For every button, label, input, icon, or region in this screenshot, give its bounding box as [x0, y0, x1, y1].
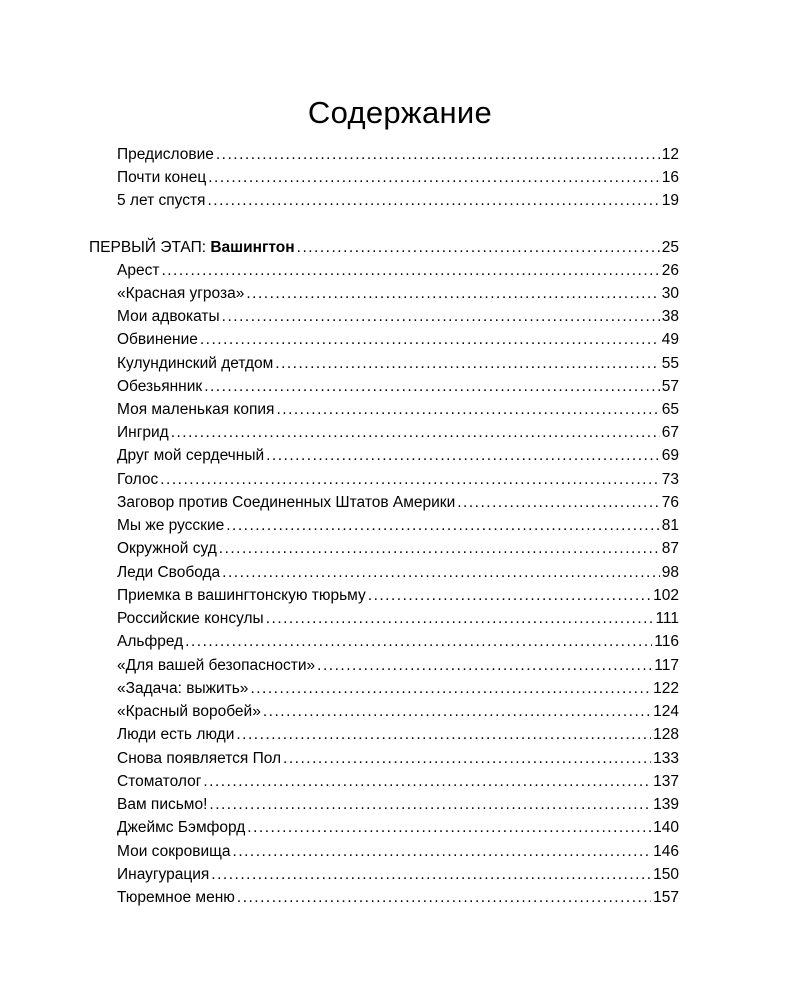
dot-leader — [283, 749, 651, 769]
toc-entry — [117, 702, 679, 722]
toc-page-number: 146 — [653, 843, 679, 860]
toc-page-number: 124 — [653, 703, 679, 720]
toc-entry-title: Голос — [117, 471, 159, 488]
dot-leader — [317, 656, 652, 676]
dot-leader — [236, 725, 651, 745]
dot-leader — [233, 842, 652, 862]
toc-entry-title: Обезьянник — [117, 378, 203, 395]
dot-leader — [204, 377, 660, 397]
toc-entry — [117, 795, 679, 815]
toc-entry-title: Люди есть люди — [117, 726, 235, 743]
toc-page-number: 139 — [653, 796, 679, 813]
toc-entry-title: Моя маленькая копия — [117, 401, 275, 418]
toc-entry — [117, 446, 679, 466]
toc-part-title — [89, 238, 295, 258]
dot-leader — [222, 563, 660, 583]
toc-entry-title: Друг мой сердечный — [117, 447, 265, 464]
toc-entry-title: Российские консулы — [117, 610, 264, 627]
toc-entry-title: Заговор против Соединенных Штатов Америки — [117, 494, 456, 511]
toc-entry-title: Стоматолог — [117, 773, 202, 790]
dot-leader — [222, 307, 660, 327]
toc-page-number: 76 — [661, 494, 679, 511]
toc-entry-title: «Для вашей безопасности» — [117, 657, 316, 674]
toc-page-number: 98 — [661, 564, 679, 581]
dot-leader — [160, 470, 660, 490]
toc-entry — [117, 168, 679, 188]
toc-page-number: 116 — [654, 633, 679, 650]
toc-entry — [117, 354, 679, 374]
toc-page-number: 26 — [661, 262, 679, 279]
dot-leader — [216, 145, 660, 165]
toc-page-number: 57 — [661, 378, 679, 395]
dot-leader — [250, 679, 651, 699]
toc-entry-title: Леди Свобода — [117, 564, 221, 581]
toc-page-number: 65 — [661, 401, 679, 418]
toc-page-number: 137 — [653, 773, 679, 790]
toc-entry — [117, 586, 679, 606]
toc-page-number: 19 — [661, 192, 679, 209]
dot-leader — [161, 261, 659, 281]
toc-page-number: 25 — [661, 239, 679, 256]
dot-leader — [247, 818, 651, 838]
toc-page-number: 69 — [661, 447, 679, 464]
part-label: ПЕРВЫЙ ЭТАП: — [89, 239, 207, 256]
toc-entry — [117, 400, 679, 420]
toc-page-number: 55 — [661, 355, 679, 372]
toc-entry — [117, 284, 679, 304]
toc-entry-title: Приемка в вашингтонскую тюрьму — [117, 587, 366, 604]
dot-leader — [209, 795, 651, 815]
toc-entry — [117, 656, 679, 676]
dot-leader — [185, 632, 652, 652]
toc-entry-title: «Красная угроза» — [117, 285, 245, 302]
toc-page-number: 128 — [653, 726, 679, 743]
toc-entry — [117, 330, 679, 350]
toc-entry-title: Ингрид — [117, 424, 169, 441]
toc-entry-title: Джеймс Бэмфорд — [117, 819, 246, 836]
toc-entry — [117, 493, 679, 513]
toc-page-number: 157 — [653, 889, 679, 906]
toc-entry-title: Мои сокровища — [117, 843, 231, 860]
toc-page-number: 38 — [661, 308, 679, 325]
part-name: Вашингтон — [210, 239, 295, 256]
toc-page-number: 16 — [661, 169, 679, 186]
toc-entry-title: 5 лет спустя — [117, 192, 206, 209]
toc-entry — [117, 563, 679, 583]
dot-leader — [171, 423, 660, 443]
toc-entry — [117, 772, 679, 792]
dot-leader — [207, 191, 659, 211]
toc-entry-title: Обвинение — [117, 331, 198, 348]
dot-leader — [200, 330, 660, 350]
dot-leader — [297, 238, 660, 258]
dot-leader — [226, 516, 660, 536]
toc-entry — [117, 145, 679, 165]
dot-leader — [457, 493, 660, 513]
toc-page-number: 30 — [661, 285, 679, 302]
toc-entry — [117, 609, 679, 629]
dot-leader — [208, 168, 660, 188]
toc-entry-title: Мои адвокаты — [117, 308, 220, 325]
toc-page-number: 140 — [653, 819, 679, 836]
dot-leader — [203, 772, 651, 792]
toc-entry — [117, 679, 679, 699]
toc-entry — [117, 842, 679, 862]
toc-page-number: 133 — [653, 750, 679, 767]
toc-page-number: 67 — [661, 424, 679, 441]
toc-entry — [117, 470, 679, 490]
dot-leader — [211, 865, 651, 885]
page-title: Содержание — [307, 95, 493, 130]
toc-entry-title: Вам письмо! — [117, 796, 208, 813]
toc-entry-title: Кулундинский детдом — [117, 355, 274, 372]
dot-leader — [276, 400, 659, 420]
toc-entry-title: Окружной суд — [117, 540, 217, 557]
toc-entry-title: «Задача: выжить» — [117, 680, 249, 697]
toc-entry-title: Тюремное меню — [117, 889, 235, 906]
dot-leader — [266, 446, 660, 466]
toc-page-number: 73 — [661, 471, 679, 488]
toc-entry-title: «Красный воробей» — [117, 703, 261, 720]
dot-leader — [219, 539, 660, 559]
toc-entry — [117, 191, 679, 211]
toc-part-heading — [89, 238, 679, 258]
toc-entry — [117, 516, 679, 536]
toc-page-number: 102 — [653, 587, 679, 604]
toc-page-number: 87 — [661, 540, 679, 557]
dot-leader — [263, 702, 651, 722]
toc-page-number: 122 — [653, 680, 679, 697]
toc-entry-title: Мы же русские — [117, 517, 225, 534]
dot-leader — [237, 888, 651, 908]
toc-entry — [117, 725, 679, 745]
toc-entry — [117, 261, 679, 281]
toc-entry — [117, 307, 679, 327]
toc-entry-title: Почти конец — [117, 169, 207, 186]
toc-entry-title: Предисловие — [117, 146, 214, 163]
toc-page-number: 111 — [655, 610, 679, 627]
dot-leader — [246, 284, 659, 304]
toc-entry — [117, 749, 679, 769]
toc-page-number: 150 — [653, 866, 679, 883]
toc-entry-title: Снова появляется Пол — [117, 750, 282, 767]
toc-entry — [117, 888, 679, 908]
dot-leader — [275, 354, 659, 374]
toc-entry — [117, 632, 679, 652]
toc-entry — [117, 865, 679, 885]
toc-entry-title: Альфред — [117, 633, 184, 650]
dot-leader — [368, 586, 651, 606]
toc-entry-title: Инаугурация — [117, 866, 210, 883]
toc-page-number: 117 — [654, 657, 679, 674]
toc-entry-title: Арест — [117, 262, 160, 279]
toc-entry — [117, 423, 679, 443]
toc-page-number: 81 — [661, 517, 679, 534]
toc-entry — [117, 539, 679, 559]
toc-entry — [117, 818, 679, 838]
toc-page-number: 49 — [661, 331, 679, 348]
toc-entry — [117, 377, 679, 397]
toc-page-number: 12 — [661, 146, 679, 163]
dot-leader — [266, 609, 654, 629]
